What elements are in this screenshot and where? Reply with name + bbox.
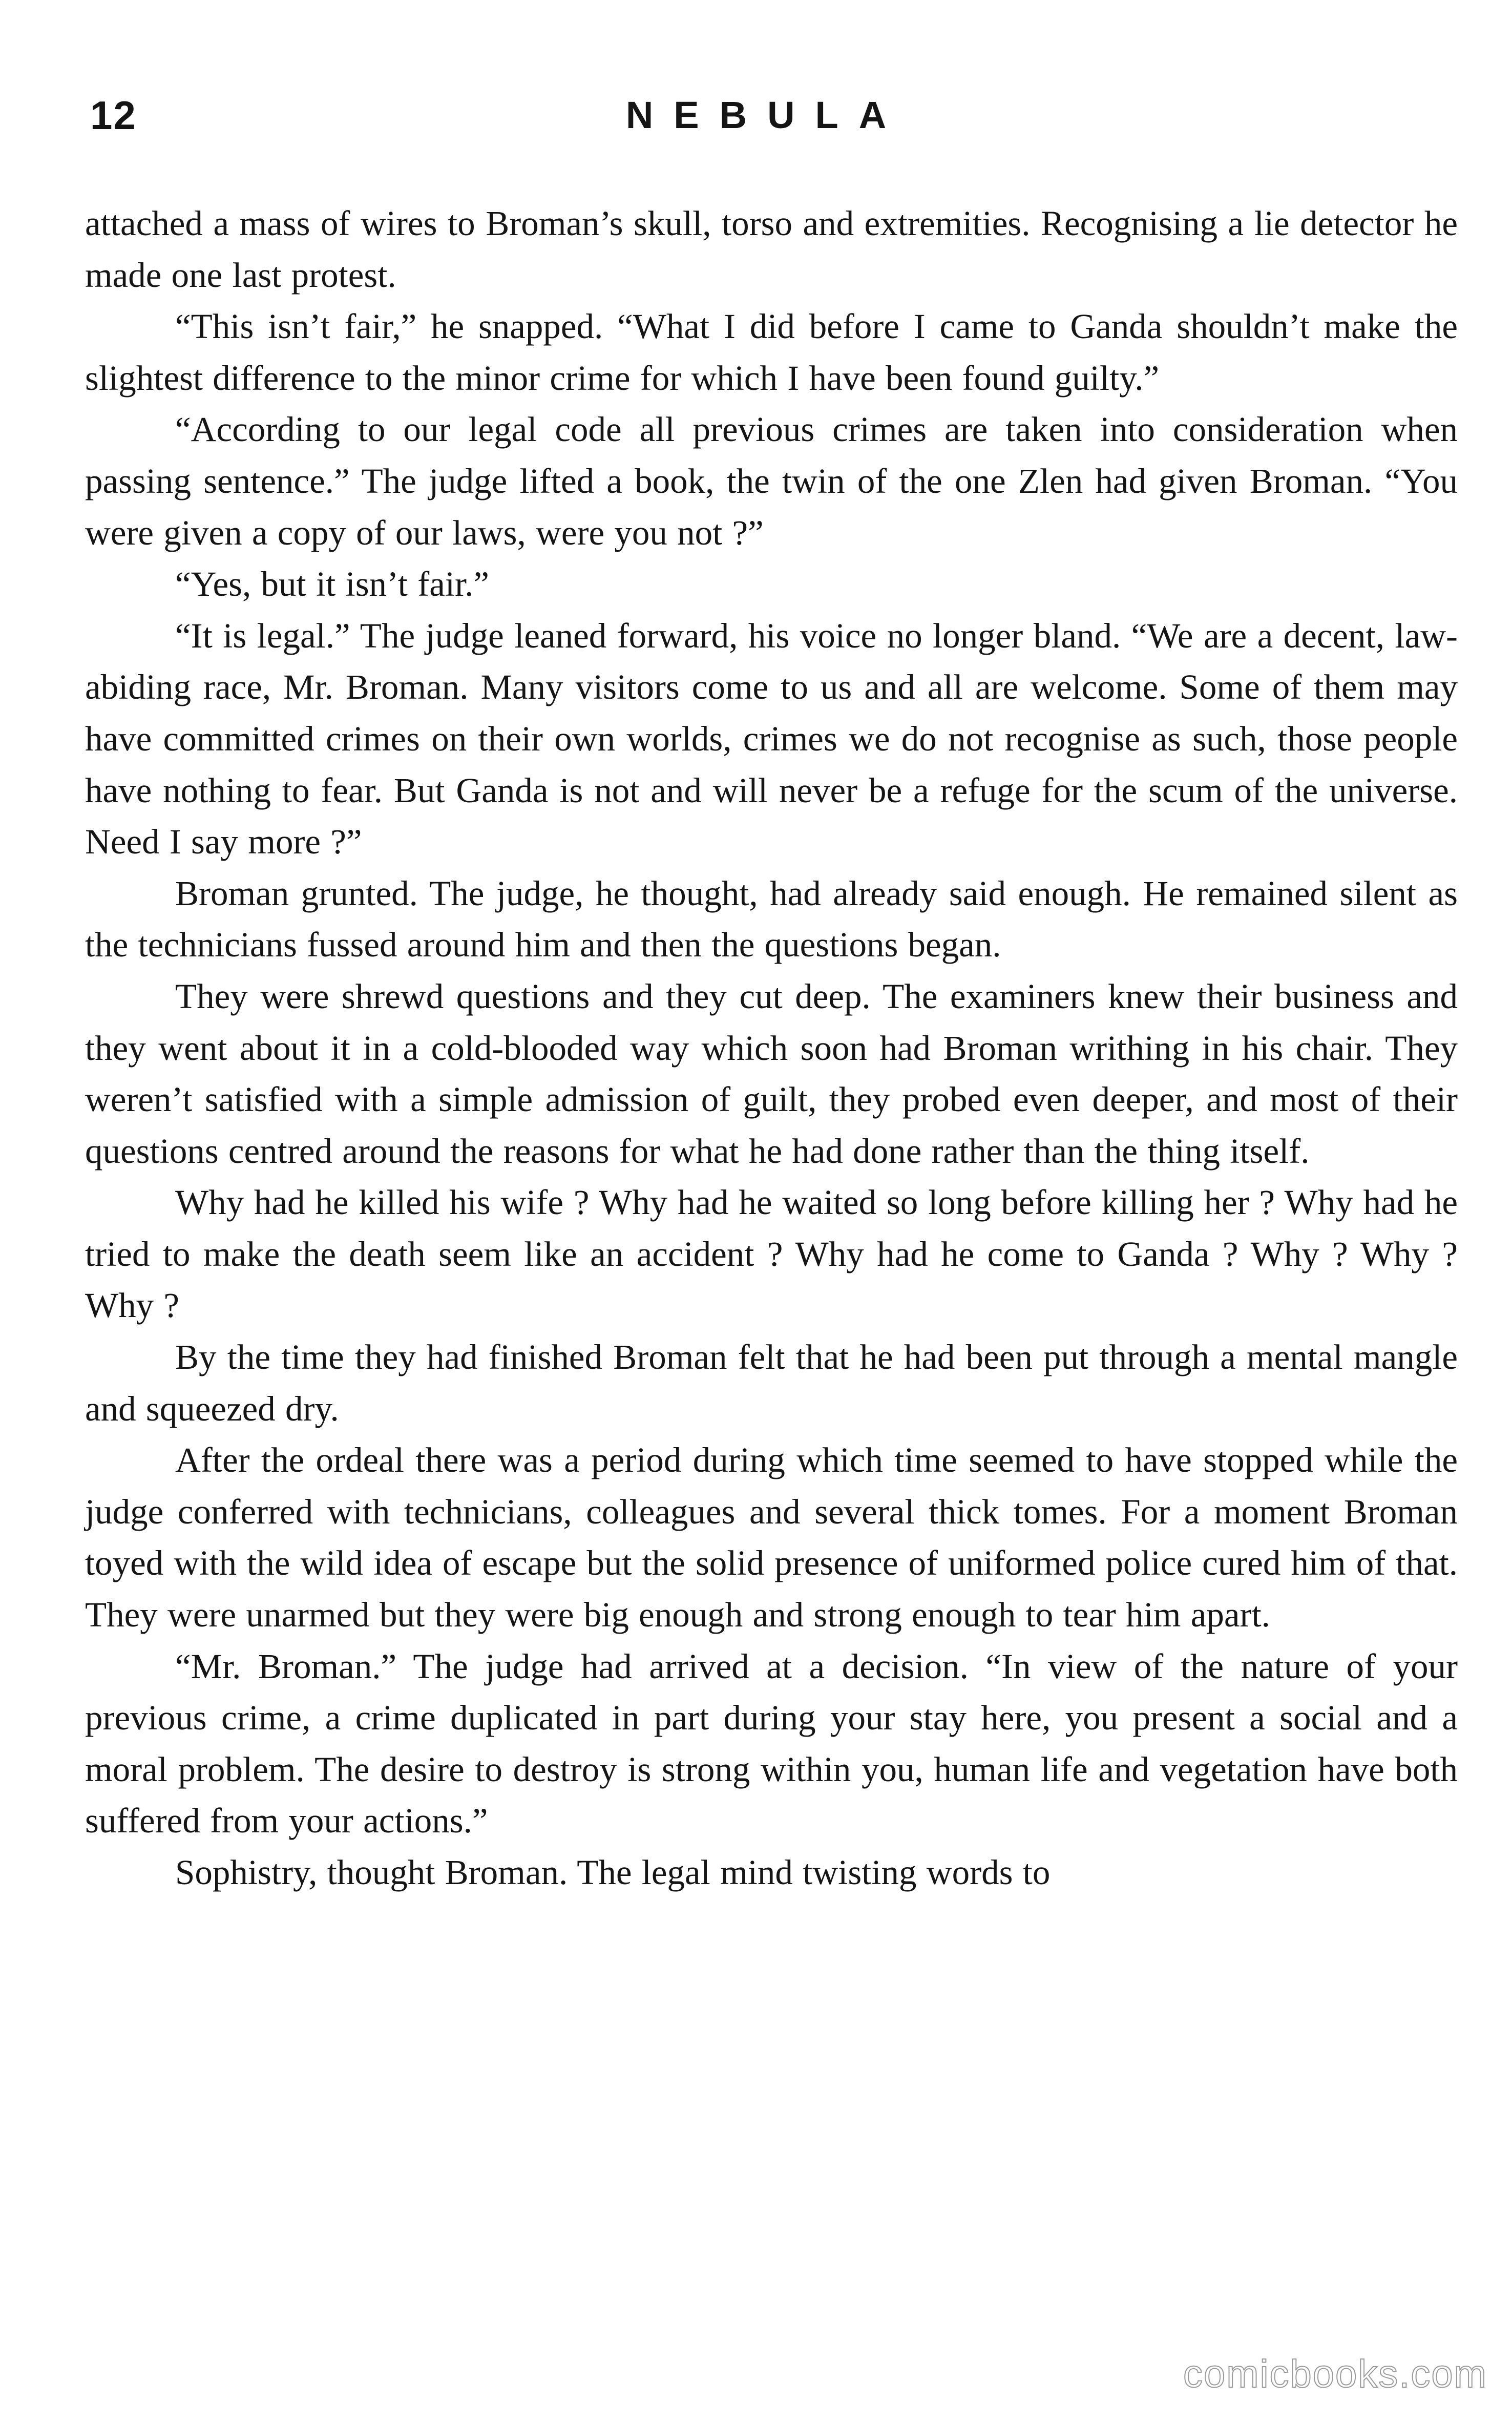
paragraph-truncated: Sophistry, thought Broman. The legal mind twisting words to	[175, 1853, 1051, 1892]
paragraph: “It is legal.” The judge leaned forward, his voice no longer bland. “We are a decent, law-abiding race, Mr. Broman. Many visitors come to us and all are welcome. Some of them may have committed crimes on their own worlds, crimes we do not recognise as such, those people have nothing to fear. But Ganda is not and will never be a refuge for the scum of the universe. Need I say more ?”	[85, 616, 1458, 862]
paragraph: They were shrewd questions and they cut deep. The examiners knew their business and they went about it in a cold-blooded way which soon had Broman writhing in his chair. They weren’t satisfied with a simple admission of guilt, they probed even deeper, and most of their questions centred around the reasons for what he had done rather than the thing itself.	[85, 976, 1458, 1171]
body-text	[85, 198, 1458, 1898]
paragraph: “According to our legal code all previous crimes are taken into consideration when passing sentence.” The judge lifted a book, the twin of the one Zlen had given Broman. “You were given a copy of our laws, were you not ?”	[85, 410, 1458, 552]
page-number: 12	[90, 93, 137, 138]
running-title: NEBULA	[625, 94, 907, 136]
paragraph: “Mr. Broman.” The judge had arrived at a decision. “In view of the nature of your previous crime, a crime duplicated in part during your stay here, you present a social and a moral problem. The desire to destroy is strong within you, human life and vegetation have both suffered from your actions.”	[85, 1646, 1458, 1841]
paragraph: “This isn’t fair,” he snapped. “What I did before I came to Ganda shouldn’t make the slightest difference to the minor crime for which I have been found guilty.”	[85, 307, 1458, 398]
paragraph-continued: attached a mass of wires to Broman’s skull, torso and extremities. Recognising a lie detector he made one last protest.	[85, 204, 1458, 295]
paragraph: After the ordeal there was a period during which time seemed to have stopped while the judge conferred with technicians, colleagues and several thick tomes. For a moment Broman toyed with the wild idea of escape but the solid presence of uniformed police cured him of that. They were unarmed but they were big enough and strong enough to tear him apart.	[85, 1440, 1458, 1635]
paragraph: “Yes, but it isn’t fair.”	[175, 565, 490, 604]
page-header	[85, 87, 1427, 143]
paragraph: By the time they had finished Broman felt that he had been put through a mental mangle and squeezed dry.	[85, 1338, 1458, 1428]
watermark: comicbooks.com	[1183, 2352, 1487, 2396]
paragraph: Why had he killed his wife ? Why had he waited so long before killing her ? Why had he tried to make the death seem like an accident ? Why had he come to Ganda ? Why ? Why ? Why ?	[85, 1183, 1458, 1325]
paragraph: Broman grunted. The judge, he thought, had already said enough. He remained silent as the technicians fussed around him and then the questions began.	[85, 873, 1458, 965]
